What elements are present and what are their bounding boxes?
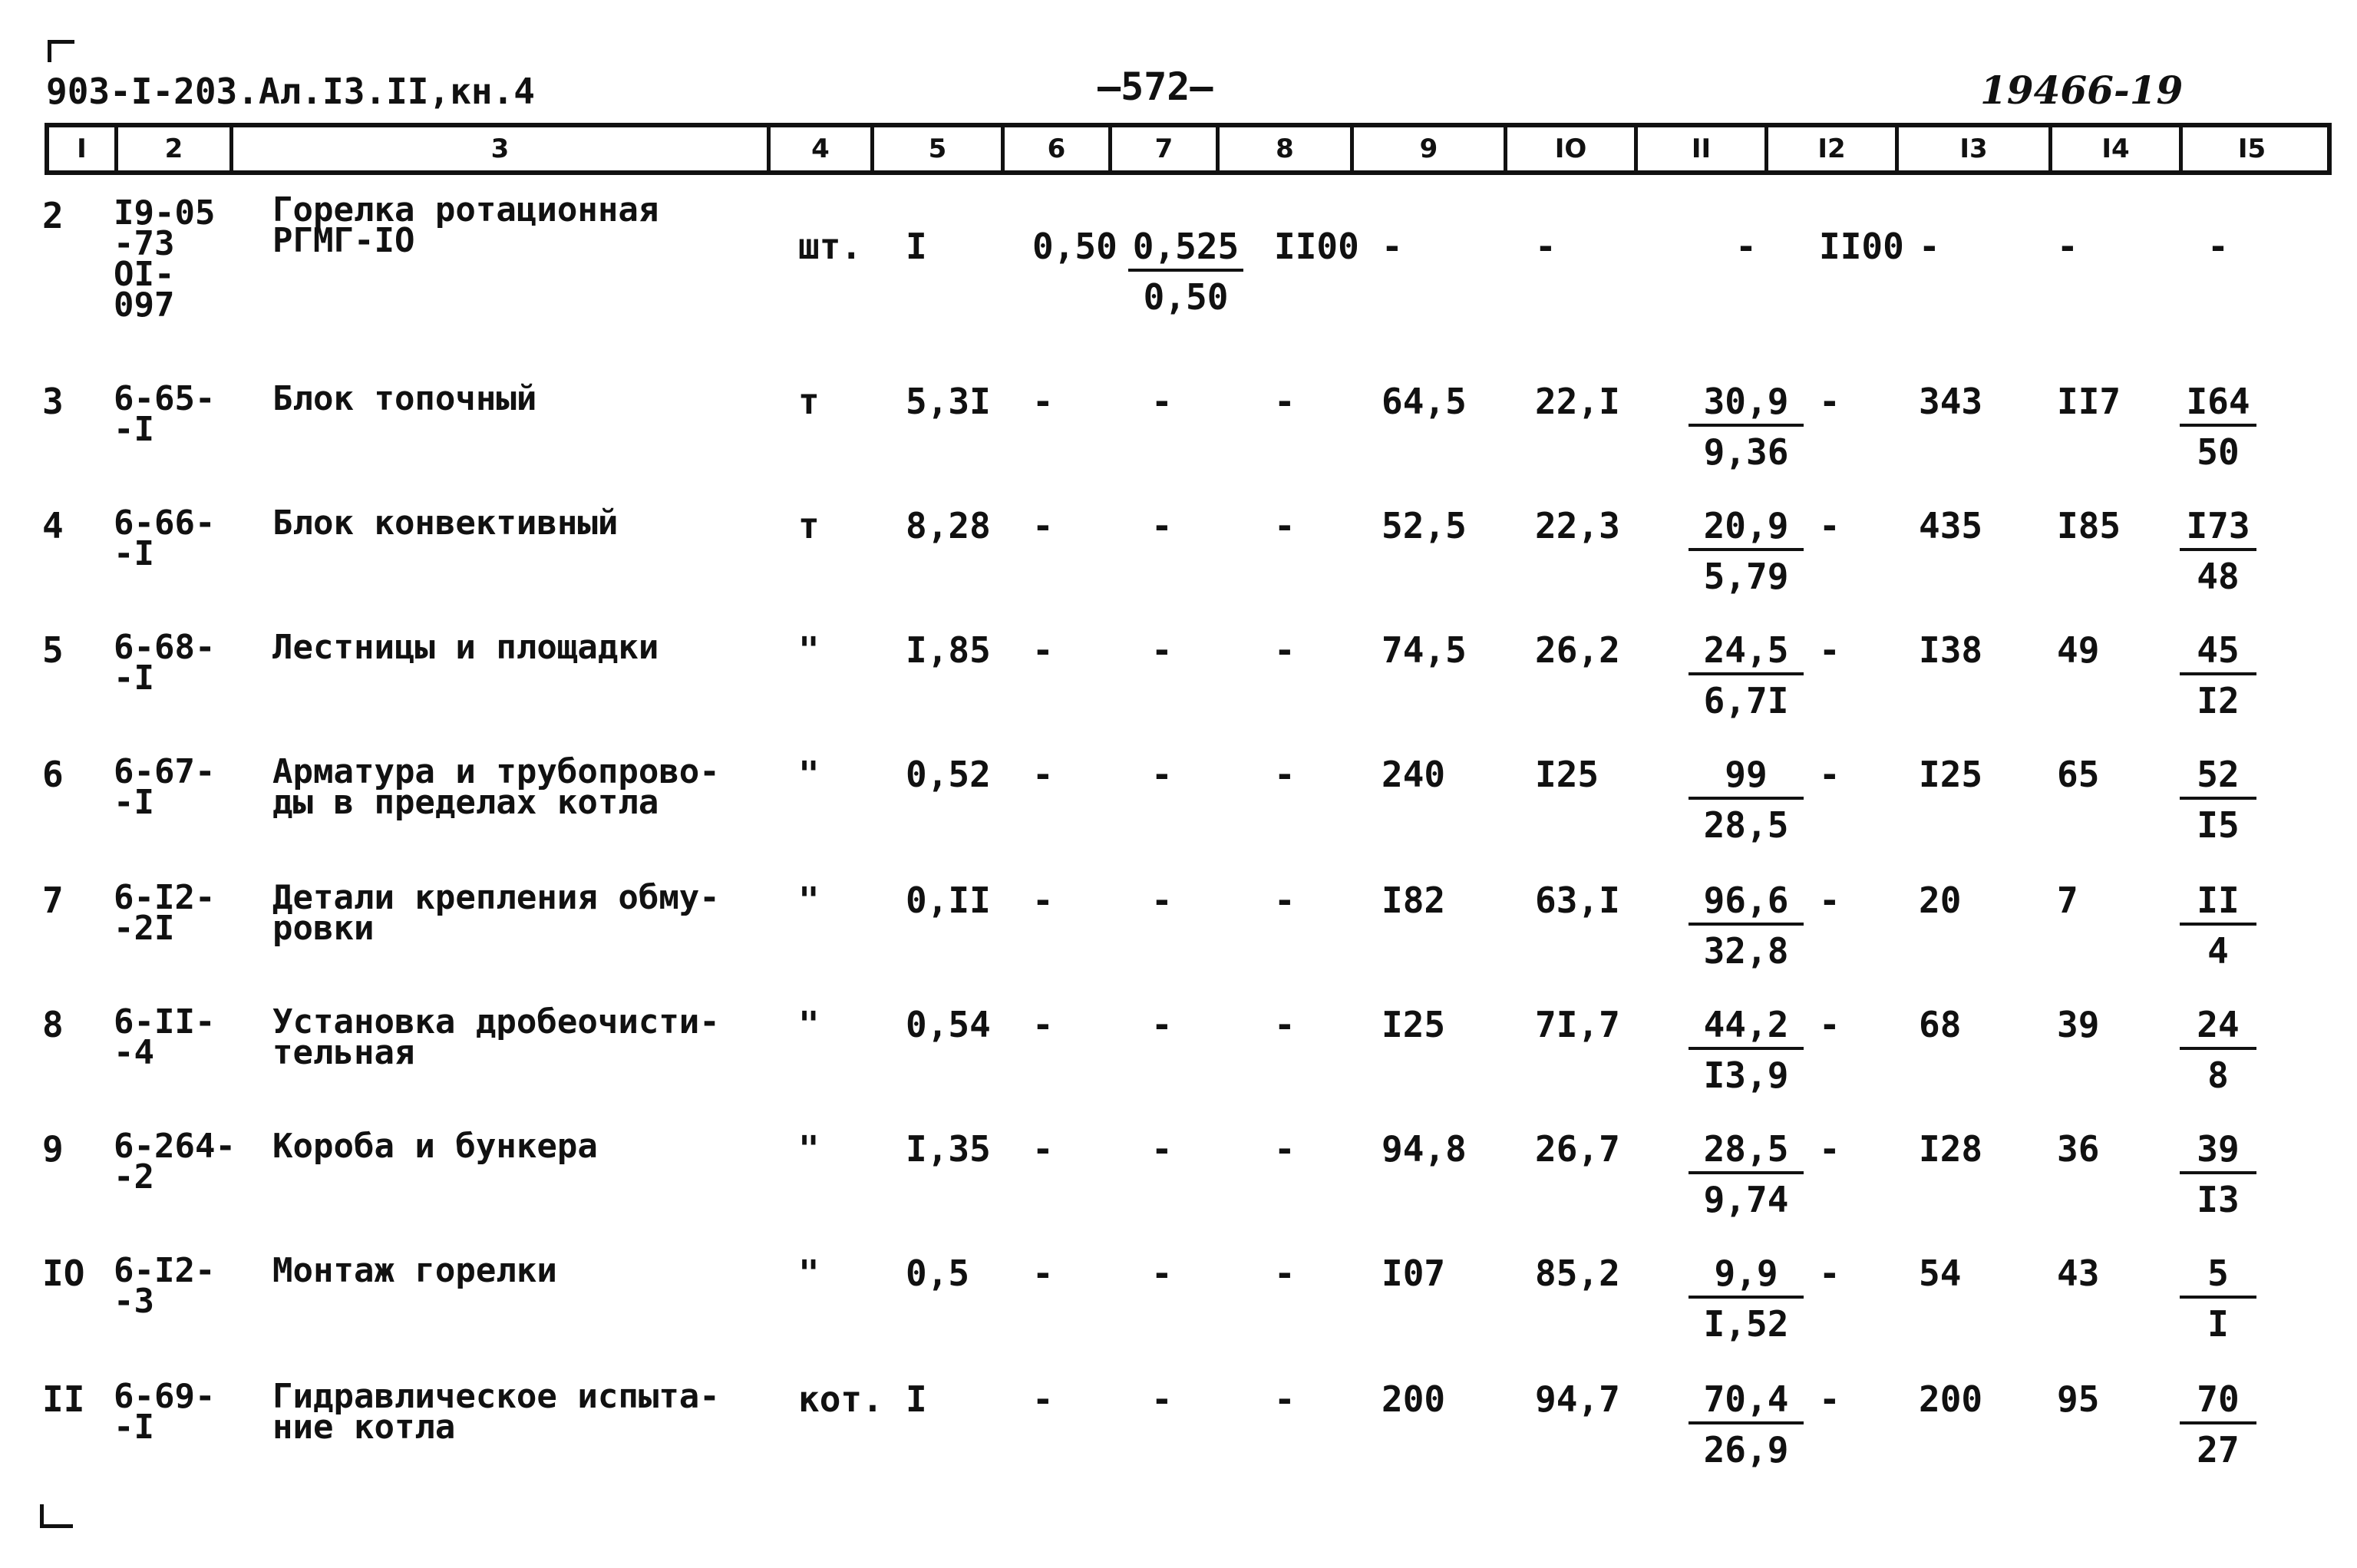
column-header-6: 6 xyxy=(1005,127,1112,170)
col9-value: 52,5 xyxy=(1382,505,1467,546)
col6-value: - xyxy=(1032,381,1054,422)
col14-value: 39 xyxy=(2057,1004,2100,1045)
corner-mark-top-left xyxy=(48,40,74,62)
col11-fraction-denominator: I,52 xyxy=(1703,1303,1789,1345)
column-header-5: 5 xyxy=(874,127,1005,170)
col11-fraction xyxy=(1689,754,1804,846)
col15-fraction-numerator: 70 xyxy=(2180,1381,2256,1424)
col7-value: - xyxy=(1151,1378,1173,1420)
column-header-8: 8 xyxy=(1220,127,1354,170)
col7-value: - xyxy=(1151,505,1173,546)
col15-fraction-denominator xyxy=(2180,269,2256,312)
norm-code: 6-264- -2 xyxy=(114,1127,236,1197)
col15-fraction xyxy=(2180,629,2256,721)
col9-value: 64,5 xyxy=(1382,381,1467,422)
col9-value: 200 xyxy=(1382,1378,1446,1420)
col11-fraction xyxy=(1689,1253,1804,1345)
col10-value: 26,7 xyxy=(1535,1128,1620,1170)
col7-value: - xyxy=(1151,754,1173,795)
col11-fraction-numerator: - xyxy=(1735,226,1757,267)
column-header-1: I xyxy=(49,127,118,170)
col9-value: 74,5 xyxy=(1382,629,1467,671)
item-name: Гидравлическое испыта- ние котла xyxy=(272,1377,720,1447)
col12-value: - xyxy=(1819,629,1840,671)
col15-fraction xyxy=(2180,1004,2256,1096)
col9-value: I82 xyxy=(1382,880,1446,921)
item-name: Лестницы и площадки xyxy=(272,628,659,667)
row-number: 9 xyxy=(42,1128,64,1170)
col11-fraction-denominator: 32,8 xyxy=(1703,930,1789,972)
col9-value: 94,8 xyxy=(1382,1128,1467,1170)
col15-fraction-denominator: 50 xyxy=(2197,431,2240,473)
col15-fraction xyxy=(2180,754,2256,846)
col15-fraction-denominator: I3 xyxy=(2197,1179,2240,1220)
col6-value: - xyxy=(1032,1378,1054,1420)
col11-fraction xyxy=(1689,1128,1804,1220)
col15-fraction xyxy=(2180,880,2256,972)
row-number: 4 xyxy=(42,505,64,546)
col9-value: I07 xyxy=(1382,1253,1446,1294)
col8-value: - xyxy=(1274,880,1296,921)
col7-fraction-denominator: 0,50 xyxy=(1143,276,1229,318)
norm-code: 6-II- -4 xyxy=(114,1002,216,1072)
col11-fraction xyxy=(1689,505,1804,597)
col8-value: - xyxy=(1274,629,1296,671)
unit: т xyxy=(798,381,820,422)
item-name: Короба и бункера xyxy=(272,1127,598,1166)
col11-fraction-denominator: I3,9 xyxy=(1703,1055,1789,1096)
column-header-9: 9 xyxy=(1354,127,1507,170)
col7-value: - xyxy=(1151,1253,1173,1294)
col7-value: - xyxy=(1151,629,1173,671)
item-name: Арматура и трубопрово- ды в пределах котла xyxy=(272,752,720,822)
col15-fraction-denominator: 27 xyxy=(2197,1429,2240,1471)
column-header-4: 4 xyxy=(771,127,874,170)
col15-fraction-denominator: 4 xyxy=(2207,930,2229,972)
col8-value: - xyxy=(1274,1253,1296,1294)
col6-value: 0,50 xyxy=(1032,226,1117,267)
col10-value: 63,I xyxy=(1535,880,1620,921)
col11-fraction xyxy=(1689,880,1804,972)
norm-code: 6-67- -I xyxy=(114,752,216,822)
col15-fraction xyxy=(2180,505,2256,597)
col11-fraction-denominator xyxy=(1689,269,1804,312)
col15-fraction xyxy=(2180,381,2256,473)
col10-value: - xyxy=(1535,226,1556,267)
quantity: 0,52 xyxy=(906,754,991,795)
row-number: 8 xyxy=(42,1004,64,1045)
norm-code: I9-05 -73 OI- 097 xyxy=(114,193,216,325)
document-code: 903-I-203.Ал.I3.II,кн.4 xyxy=(46,71,535,112)
quantity: 8,28 xyxy=(906,505,991,546)
column-header-row xyxy=(45,123,2332,175)
col7-value: - xyxy=(1151,1128,1173,1170)
unit: " xyxy=(798,880,820,921)
quantity: I xyxy=(906,1378,927,1420)
col10-value: 85,2 xyxy=(1535,1253,1620,1294)
col11-fraction-numerator: 24,5 xyxy=(1689,632,1804,675)
col15-fraction-denominator: 8 xyxy=(2207,1055,2229,1096)
col15-fraction xyxy=(2180,226,2256,312)
col8-value: - xyxy=(1274,754,1296,795)
col7-fraction xyxy=(1128,226,1243,318)
col11-fraction-numerator: 28,5 xyxy=(1689,1131,1804,1174)
col11-fraction xyxy=(1689,381,1804,473)
row-number: IO xyxy=(42,1253,85,1294)
unit: " xyxy=(798,1253,820,1294)
col13-value: 68 xyxy=(1919,1004,1962,1045)
column-header-13: I3 xyxy=(1899,127,2052,170)
col15-fraction-numerator: 52 xyxy=(2180,757,2256,800)
col15-fraction xyxy=(2180,1128,2256,1220)
unit: кот. xyxy=(798,1378,883,1420)
col13-value: I38 xyxy=(1919,629,1983,671)
col10-value: I25 xyxy=(1535,754,1599,795)
column-header-14: I4 xyxy=(2052,127,2183,170)
col12-value: II00 xyxy=(1819,226,1904,267)
col11-fraction-denominator: 9,74 xyxy=(1703,1179,1789,1220)
col13-value: 54 xyxy=(1919,1253,1962,1294)
col13-value: 20 xyxy=(1919,880,1962,921)
quantity: 5,3I xyxy=(906,381,991,422)
quantity: 0,5 xyxy=(906,1253,970,1294)
col11-fraction-denominator: 5,79 xyxy=(1703,556,1789,597)
col11-fraction xyxy=(1689,226,1804,312)
col12-value: - xyxy=(1819,1253,1840,1294)
quantity: 0,54 xyxy=(906,1004,991,1045)
col12-value: - xyxy=(1819,1128,1840,1170)
col15-fraction xyxy=(2180,1253,2256,1345)
col10-value: 22,3 xyxy=(1535,505,1620,546)
col15-fraction-denominator: I2 xyxy=(2197,680,2240,721)
row-number: II xyxy=(42,1378,85,1420)
col8-value: - xyxy=(1274,505,1296,546)
col15-fraction-numerator: - xyxy=(2207,226,2229,267)
unit: " xyxy=(798,1128,820,1170)
norm-code: 6-68- -I xyxy=(114,628,216,698)
col11-fraction-numerator: 96,6 xyxy=(1689,883,1804,926)
col14-value: 43 xyxy=(2057,1253,2100,1294)
col14-value: II7 xyxy=(2057,381,2121,422)
col13-value: 200 xyxy=(1919,1378,1983,1420)
column-header-3: 3 xyxy=(233,127,771,170)
column-header-11: II xyxy=(1638,127,1768,170)
col15-fraction-numerator: I64 xyxy=(2180,384,2256,427)
col8-value: II00 xyxy=(1274,226,1359,267)
col9-value: I25 xyxy=(1382,1004,1446,1045)
col8-value: - xyxy=(1274,1378,1296,1420)
col6-value: - xyxy=(1032,1128,1054,1170)
col15-fraction-numerator: 5 xyxy=(2180,1256,2256,1299)
col15-fraction-denominator: I xyxy=(2207,1303,2229,1345)
col15-fraction-denominator: I5 xyxy=(2197,804,2240,846)
col14-value: - xyxy=(2057,226,2078,267)
norm-code: 6-I2- -2I xyxy=(114,878,216,948)
col6-value: - xyxy=(1032,629,1054,671)
col15-fraction-denominator: 48 xyxy=(2197,556,2240,597)
item-name: Монтаж горелки xyxy=(272,1251,557,1290)
col8-value: - xyxy=(1274,381,1296,422)
col13-value: 435 xyxy=(1919,505,1983,546)
col12-value: - xyxy=(1819,1378,1840,1420)
col11-fraction-denominator: 26,9 xyxy=(1703,1429,1789,1471)
quantity: I xyxy=(906,226,927,267)
norm-code: 6-66- -I xyxy=(114,503,216,573)
col7-value: - xyxy=(1151,880,1173,921)
unit: " xyxy=(798,754,820,795)
col12-value: - xyxy=(1819,1004,1840,1045)
item-name: Блок конвективный xyxy=(272,503,619,543)
unit: " xyxy=(798,1004,820,1045)
col14-value: 7 xyxy=(2057,880,2078,921)
col11-fraction-numerator: 44,2 xyxy=(1689,1007,1804,1050)
col13-value: - xyxy=(1919,226,1940,267)
column-header-12: I2 xyxy=(1768,127,1899,170)
col15-fraction-numerator: I73 xyxy=(2180,508,2256,551)
quantity: I,85 xyxy=(906,629,991,671)
col7-fraction-numerator: 0,525 xyxy=(1128,229,1243,272)
row-number: 3 xyxy=(42,381,64,422)
col15-fraction-numerator: 24 xyxy=(2180,1007,2256,1050)
col14-value: 49 xyxy=(2057,629,2100,671)
corner-mark-bottom-left xyxy=(40,1504,73,1528)
col6-value: - xyxy=(1032,1253,1054,1294)
page-number: —572— xyxy=(1098,64,1213,109)
col13-value: 343 xyxy=(1919,381,1983,422)
col14-value: 95 xyxy=(2057,1378,2100,1420)
quantity: 0,II xyxy=(906,880,991,921)
col14-value: 65 xyxy=(2057,754,2100,795)
handwritten-number: 19466-19 xyxy=(1980,68,2184,113)
col12-value: - xyxy=(1819,880,1840,921)
col9-value: 240 xyxy=(1382,754,1446,795)
col11-fraction xyxy=(1689,1004,1804,1096)
item-name: Блок топочный xyxy=(272,379,537,418)
col15-fraction-numerator: 45 xyxy=(2180,632,2256,675)
col8-value: - xyxy=(1274,1004,1296,1045)
col11-fraction-numerator: 70,4 xyxy=(1689,1381,1804,1424)
item-name: Детали крепления обму- ровки xyxy=(272,878,720,948)
row-number: 2 xyxy=(42,195,64,236)
col13-value: I28 xyxy=(1919,1128,1983,1170)
column-header-10: IO xyxy=(1507,127,1638,170)
col12-value: - xyxy=(1819,754,1840,795)
col8-value: - xyxy=(1274,1128,1296,1170)
col6-value: - xyxy=(1032,505,1054,546)
col11-fraction-numerator: 99 xyxy=(1689,757,1804,800)
col10-value: 22,I xyxy=(1535,381,1620,422)
col14-value: I85 xyxy=(2057,505,2121,546)
col6-value: - xyxy=(1032,880,1054,921)
col11-fraction-numerator: 30,9 xyxy=(1689,384,1804,427)
column-header-2: 2 xyxy=(118,127,233,170)
col11-fraction-numerator: 9,9 xyxy=(1689,1256,1804,1299)
row-number: 6 xyxy=(42,754,64,795)
col6-value: - xyxy=(1032,754,1054,795)
col7-value: - xyxy=(1151,381,1173,422)
col15-fraction-numerator: 39 xyxy=(2180,1131,2256,1174)
col11-fraction-denominator: 6,7I xyxy=(1703,680,1789,721)
col6-value: - xyxy=(1032,1004,1054,1045)
row-number: 7 xyxy=(42,880,64,921)
col13-value: I25 xyxy=(1919,754,1983,795)
col9-value: - xyxy=(1382,226,1403,267)
item-name: Горелка ротационная РГМГ-IO xyxy=(272,190,659,260)
column-header-7: 7 xyxy=(1112,127,1220,170)
col12-value: - xyxy=(1819,505,1840,546)
col10-value: 94,7 xyxy=(1535,1378,1620,1420)
unit: т xyxy=(798,505,820,546)
col15-fraction xyxy=(2180,1378,2256,1471)
col15-fraction-numerator: II xyxy=(2180,883,2256,926)
col11-fraction-numerator: 20,9 xyxy=(1689,508,1804,551)
col14-value: 36 xyxy=(2057,1128,2100,1170)
col11-fraction xyxy=(1689,1378,1804,1471)
col10-value: 26,2 xyxy=(1535,629,1620,671)
col11-fraction-denominator: 9,36 xyxy=(1703,431,1789,473)
norm-code: 6-65- -I xyxy=(114,379,216,449)
quantity: I,35 xyxy=(906,1128,991,1170)
unit: шт. xyxy=(798,226,863,267)
unit: " xyxy=(798,629,820,671)
col7-value: - xyxy=(1151,1004,1173,1045)
col10-value: 7I,7 xyxy=(1535,1004,1620,1045)
item-name: Установка дробеочисти- тельная xyxy=(272,1002,720,1072)
norm-code: 6-69- -I xyxy=(114,1377,216,1447)
col11-fraction xyxy=(1689,629,1804,721)
row-number: 5 xyxy=(42,629,64,671)
norm-code: 6-I2- -3 xyxy=(114,1251,216,1321)
col12-value: - xyxy=(1819,381,1840,422)
col11-fraction-denominator: 28,5 xyxy=(1703,804,1789,846)
column-header-15: I5 xyxy=(2237,134,2266,164)
